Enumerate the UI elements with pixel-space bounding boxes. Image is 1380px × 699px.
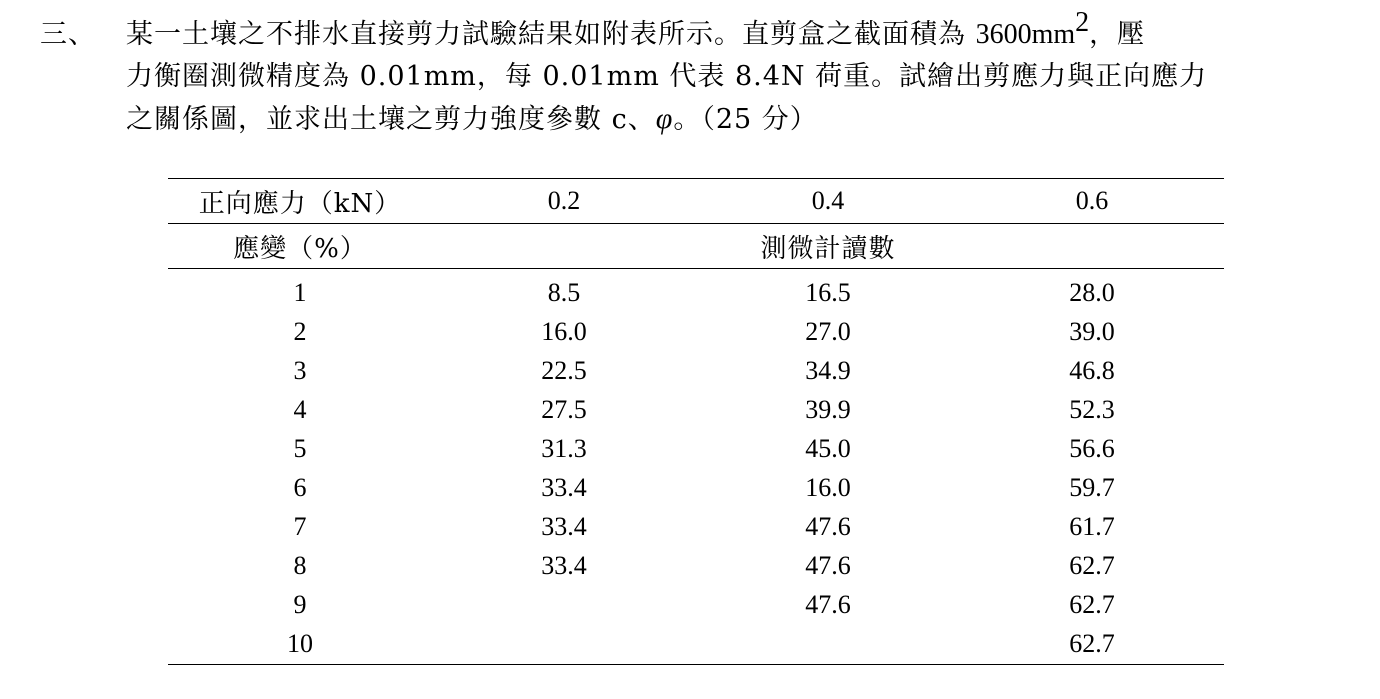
reading-cell: 28.0	[1069, 277, 1115, 307]
strain-cell: 10	[168, 624, 432, 665]
question-number: 三、	[40, 19, 96, 50]
table-row	[168, 585, 1224, 624]
reading-cell: 62.7	[960, 624, 1224, 665]
reading-cell: 46.8	[1069, 355, 1115, 385]
reading-cell: 33.4	[541, 472, 587, 502]
table-row	[168, 351, 1224, 390]
strain-label: 應變（%）	[168, 224, 432, 269]
table-row	[168, 546, 1224, 585]
question-line-1	[40, 7, 1350, 56]
table-row	[168, 390, 1224, 429]
strain-cell: 2	[293, 316, 307, 346]
table-row	[168, 624, 1224, 665]
reading-cell: 33.4	[541, 511, 587, 541]
strain-cell: 6	[293, 472, 307, 502]
table-row	[168, 269, 1224, 313]
strain-cell: 7	[293, 511, 307, 541]
strain-cell: 8	[293, 550, 307, 580]
load-header: 0.2	[432, 179, 696, 224]
reading-cell: 47.6	[805, 511, 851, 541]
reading-cell: 39.9	[805, 394, 851, 424]
area-unit-exponent: 2	[1075, 7, 1090, 38]
header-row-normal-stress	[168, 179, 1224, 224]
reading-cell: 45.0	[805, 433, 851, 463]
strain-cell: 3	[293, 355, 307, 385]
table-row	[168, 507, 1224, 546]
shear-test-table	[168, 178, 1224, 665]
reading-cell: 47.6	[805, 550, 851, 580]
question-line-1-text: 某一土壤之不排水直接剪力試驗結果如附表所示。直剪盒之截面積為	[126, 19, 976, 50]
reading-cell: 16.5	[805, 277, 851, 307]
reading-cell: 27.5	[541, 394, 587, 424]
strain-cell: 9	[293, 589, 307, 619]
header-row-strain	[168, 224, 1224, 269]
question-line-3-text: 之關係圖，並求出土壤之剪力強度參數 c、	[126, 104, 656, 135]
reading-cell: 62.7	[1069, 550, 1115, 580]
box-area-value: 3600mm	[975, 19, 1076, 50]
strain-cell: 4	[293, 394, 307, 424]
load-header: 0.6	[960, 179, 1224, 224]
reading-cell: 62.7	[1069, 589, 1115, 619]
table-row	[168, 468, 1224, 507]
reading-cell: 47.6	[805, 589, 851, 619]
reading-cell	[696, 624, 960, 665]
reading-cell: 8.5	[547, 277, 581, 307]
strain-cell: 5	[293, 433, 307, 463]
reading-cell: 59.7	[1069, 472, 1115, 502]
load-header: 0.4	[696, 179, 960, 224]
reading-cell: 27.0	[805, 316, 851, 346]
table-row	[168, 312, 1224, 351]
reading-cell: 39.0	[1069, 316, 1115, 346]
question-line-1-end: ，壓	[1089, 19, 1146, 50]
question-line-2: 力衡圈測微精度為 0.01mm，每 0.01mm 代表 8.4N 荷重。試繪出剪應力與正向應力	[126, 61, 1208, 92]
reading-cell: 22.5	[541, 355, 587, 385]
dial-reading-label: 測微計讀數	[432, 224, 1224, 269]
question-text	[40, 7, 1350, 141]
phi-symbol: φ	[655, 102, 674, 135]
reading-cell: 61.7	[1069, 511, 1115, 541]
normal-stress-label: 正向應力（kN）	[168, 179, 432, 224]
reading-cell: 33.4	[541, 550, 587, 580]
reading-cell: 16.0	[541, 316, 587, 346]
reading-cell	[432, 624, 696, 665]
strain-cell: 1	[293, 277, 307, 307]
question-line-3	[40, 98, 1350, 141]
reading-cell: 16.0	[805, 472, 851, 502]
reading-cell: 34.9	[805, 355, 851, 385]
reading-cell: 31.3	[541, 433, 587, 463]
reading-cell: 52.3	[1069, 394, 1115, 424]
table-row	[168, 429, 1224, 468]
question-line-3-end: 。（25 分）	[673, 104, 818, 135]
reading-cell: 56.6	[1069, 433, 1115, 463]
reading-cell	[432, 585, 696, 624]
